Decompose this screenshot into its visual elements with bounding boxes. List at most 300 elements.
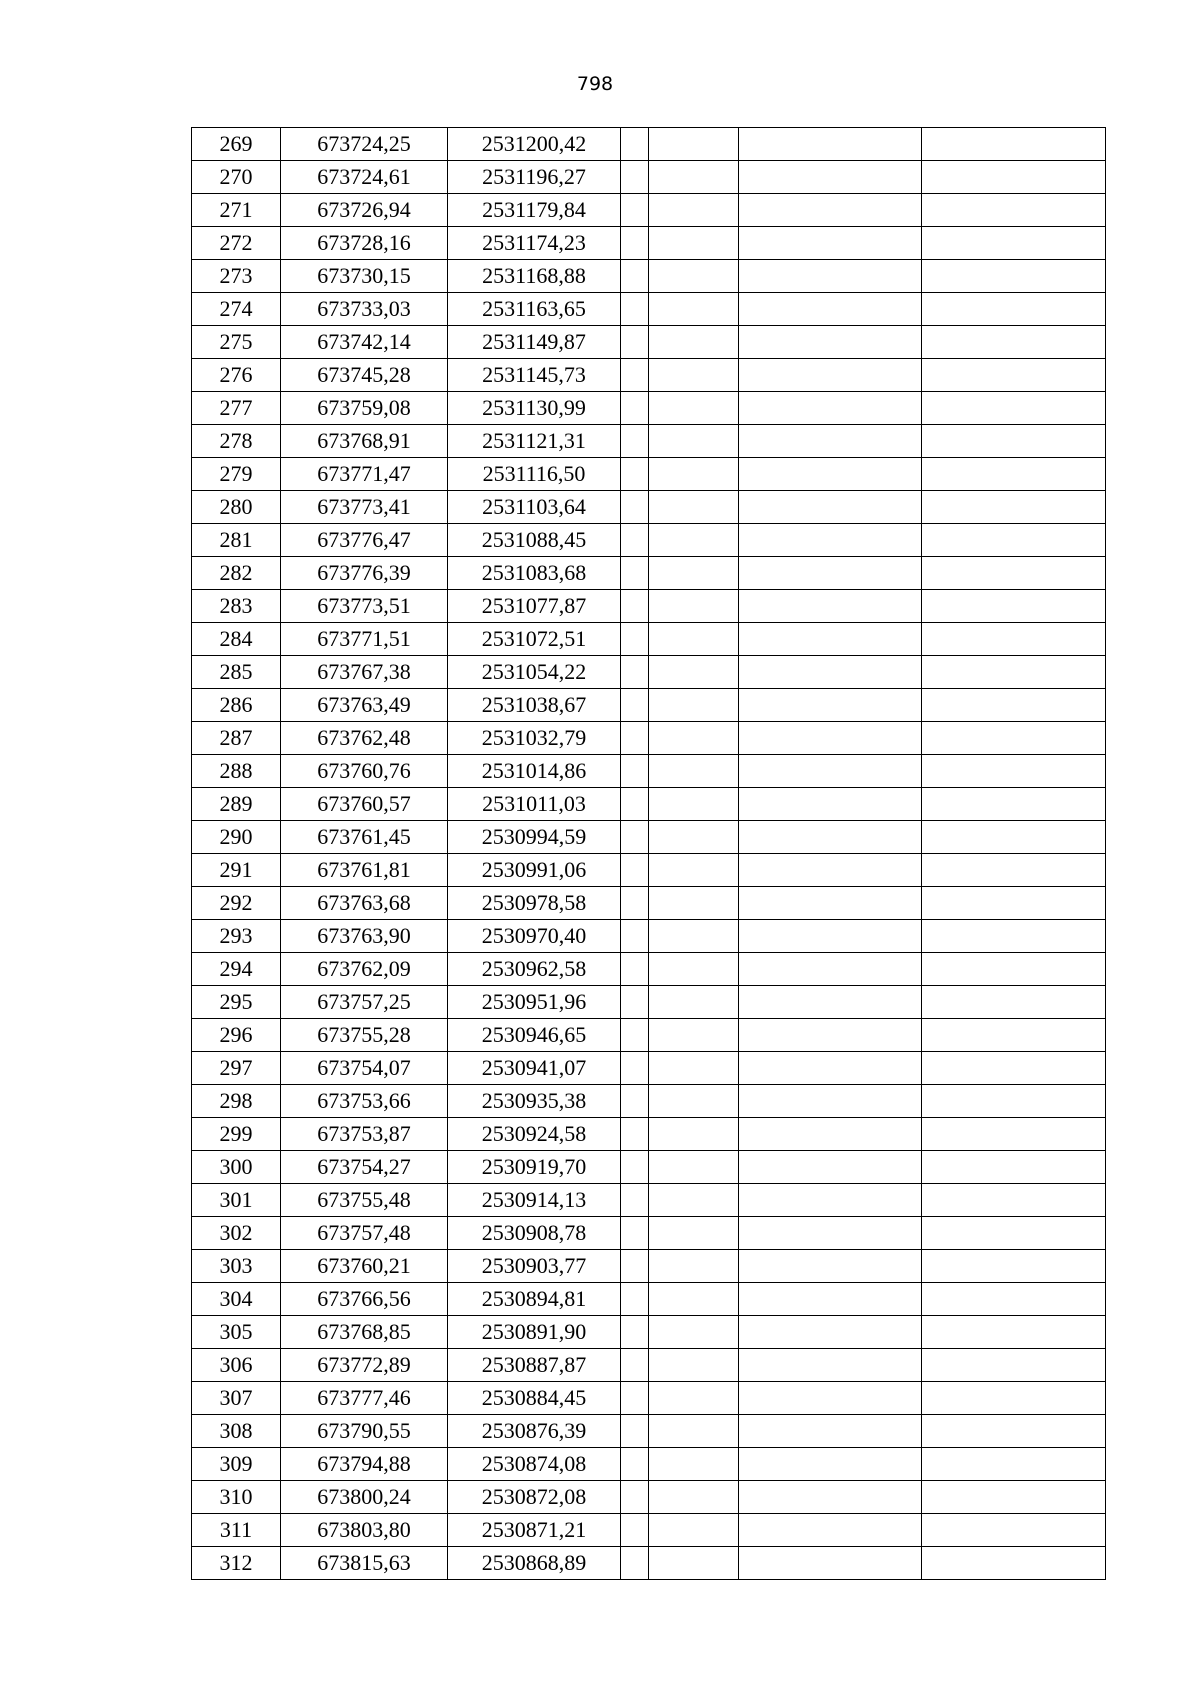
point-number-cell: 289 bbox=[192, 788, 281, 821]
empty-cell-1 bbox=[621, 1448, 649, 1481]
empty-cell-1 bbox=[621, 1283, 649, 1316]
table-row bbox=[192, 821, 1106, 854]
y-coordinate-cell: 2530871,21 bbox=[448, 1514, 621, 1547]
empty-cell-2 bbox=[649, 1151, 739, 1184]
empty-cell-4 bbox=[922, 491, 1106, 524]
empty-cell-1 bbox=[621, 656, 649, 689]
point-number-cell: 299 bbox=[192, 1118, 281, 1151]
empty-cell-4 bbox=[922, 557, 1106, 590]
empty-cell-1 bbox=[621, 1481, 649, 1514]
x-coordinate-cell: 673757,48 bbox=[281, 1217, 448, 1250]
empty-cell-1 bbox=[621, 1349, 649, 1382]
empty-cell-2 bbox=[649, 1382, 739, 1415]
empty-cell-1 bbox=[621, 1514, 649, 1547]
point-number-cell: 296 bbox=[192, 1019, 281, 1052]
empty-cell-3 bbox=[739, 326, 922, 359]
empty-cell-4 bbox=[922, 887, 1106, 920]
empty-cell-1 bbox=[621, 128, 649, 161]
y-coordinate-cell: 2530946,65 bbox=[448, 1019, 621, 1052]
empty-cell-4 bbox=[922, 689, 1106, 722]
x-coordinate-cell: 673754,07 bbox=[281, 1052, 448, 1085]
point-number-cell: 271 bbox=[192, 194, 281, 227]
empty-cell-3 bbox=[739, 821, 922, 854]
table-row bbox=[192, 1052, 1106, 1085]
point-number-cell: 303 bbox=[192, 1250, 281, 1283]
empty-cell-4 bbox=[922, 986, 1106, 1019]
point-number-cell: 310 bbox=[192, 1481, 281, 1514]
point-number-cell: 297 bbox=[192, 1052, 281, 1085]
table-row bbox=[192, 656, 1106, 689]
table-row bbox=[192, 722, 1106, 755]
x-coordinate-cell: 673776,39 bbox=[281, 557, 448, 590]
x-coordinate-cell: 673763,68 bbox=[281, 887, 448, 920]
y-coordinate-cell: 2530991,06 bbox=[448, 854, 621, 887]
empty-cell-3 bbox=[739, 425, 922, 458]
x-coordinate-cell: 673763,49 bbox=[281, 689, 448, 722]
empty-cell-4 bbox=[922, 392, 1106, 425]
empty-cell-3 bbox=[739, 557, 922, 590]
empty-cell-1 bbox=[621, 821, 649, 854]
empty-cell-3 bbox=[739, 590, 922, 623]
empty-cell-4 bbox=[922, 755, 1106, 788]
y-coordinate-cell: 2530970,40 bbox=[448, 920, 621, 953]
page-number: 798 bbox=[576, 73, 614, 95]
empty-cell-4 bbox=[922, 1448, 1106, 1481]
empty-cell-4 bbox=[922, 1184, 1106, 1217]
empty-cell-3 bbox=[739, 623, 922, 656]
x-coordinate-cell: 673728,16 bbox=[281, 227, 448, 260]
table-row bbox=[192, 557, 1106, 590]
table-row bbox=[192, 1316, 1106, 1349]
x-coordinate-cell: 673733,03 bbox=[281, 293, 448, 326]
table-row bbox=[192, 227, 1106, 260]
point-number-cell: 278 bbox=[192, 425, 281, 458]
empty-cell-4 bbox=[922, 1415, 1106, 1448]
x-coordinate-cell: 673761,45 bbox=[281, 821, 448, 854]
point-number-cell: 280 bbox=[192, 491, 281, 524]
x-coordinate-cell: 673730,15 bbox=[281, 260, 448, 293]
empty-cell-1 bbox=[621, 425, 649, 458]
empty-cell-2 bbox=[649, 491, 739, 524]
y-coordinate-cell: 2530908,78 bbox=[448, 1217, 621, 1250]
table-row bbox=[192, 887, 1106, 920]
empty-cell-4 bbox=[922, 1151, 1106, 1184]
point-number-cell: 306 bbox=[192, 1349, 281, 1382]
table-row bbox=[192, 854, 1106, 887]
y-coordinate-cell: 2531103,64 bbox=[448, 491, 621, 524]
point-number-cell: 302 bbox=[192, 1217, 281, 1250]
empty-cell-2 bbox=[649, 161, 739, 194]
empty-cell-2 bbox=[649, 194, 739, 227]
x-coordinate-cell: 673760,57 bbox=[281, 788, 448, 821]
x-coordinate-cell: 673771,47 bbox=[281, 458, 448, 491]
empty-cell-4 bbox=[922, 623, 1106, 656]
point-number-cell: 286 bbox=[192, 689, 281, 722]
empty-cell-1 bbox=[621, 161, 649, 194]
y-coordinate-cell: 2531174,23 bbox=[448, 227, 621, 260]
point-number-cell: 292 bbox=[192, 887, 281, 920]
empty-cell-2 bbox=[649, 557, 739, 590]
empty-cell-2 bbox=[649, 1250, 739, 1283]
empty-cell-2 bbox=[649, 128, 739, 161]
empty-cell-3 bbox=[739, 1217, 922, 1250]
point-number-cell: 305 bbox=[192, 1316, 281, 1349]
empty-cell-2 bbox=[649, 227, 739, 260]
table-row bbox=[192, 1481, 1106, 1514]
y-coordinate-cell: 2531168,88 bbox=[448, 260, 621, 293]
x-coordinate-cell: 673759,08 bbox=[281, 392, 448, 425]
table-row bbox=[192, 161, 1106, 194]
x-coordinate-cell: 673762,09 bbox=[281, 953, 448, 986]
x-coordinate-cell: 673761,81 bbox=[281, 854, 448, 887]
x-coordinate-cell: 673754,27 bbox=[281, 1151, 448, 1184]
table-row bbox=[192, 1448, 1106, 1481]
y-coordinate-cell: 2531196,27 bbox=[448, 161, 621, 194]
x-coordinate-cell: 673800,24 bbox=[281, 1481, 448, 1514]
empty-cell-3 bbox=[739, 524, 922, 557]
empty-cell-3 bbox=[739, 1052, 922, 1085]
empty-cell-3 bbox=[739, 194, 922, 227]
y-coordinate-cell: 2530941,07 bbox=[448, 1052, 621, 1085]
empty-cell-1 bbox=[621, 1019, 649, 1052]
y-coordinate-cell: 2530887,87 bbox=[448, 1349, 621, 1382]
empty-cell-1 bbox=[621, 491, 649, 524]
empty-cell-3 bbox=[739, 722, 922, 755]
empty-cell-1 bbox=[621, 1052, 649, 1085]
empty-cell-3 bbox=[739, 887, 922, 920]
point-number-cell: 290 bbox=[192, 821, 281, 854]
table-row bbox=[192, 1382, 1106, 1415]
y-coordinate-cell: 2531014,86 bbox=[448, 755, 621, 788]
table-row bbox=[192, 425, 1106, 458]
empty-cell-3 bbox=[739, 656, 922, 689]
empty-cell-3 bbox=[739, 1118, 922, 1151]
empty-cell-3 bbox=[739, 1547, 922, 1580]
table-row bbox=[192, 1085, 1106, 1118]
empty-cell-1 bbox=[621, 1547, 649, 1580]
y-coordinate-cell: 2530978,58 bbox=[448, 887, 621, 920]
empty-cell-3 bbox=[739, 1019, 922, 1052]
empty-cell-2 bbox=[649, 623, 739, 656]
empty-cell-1 bbox=[621, 1217, 649, 1250]
y-coordinate-cell: 2531116,50 bbox=[448, 458, 621, 491]
empty-cell-4 bbox=[922, 920, 1106, 953]
empty-cell-2 bbox=[649, 1283, 739, 1316]
y-coordinate-cell: 2530994,59 bbox=[448, 821, 621, 854]
empty-cell-1 bbox=[621, 590, 649, 623]
empty-cell-2 bbox=[649, 458, 739, 491]
empty-cell-3 bbox=[739, 920, 922, 953]
empty-cell-2 bbox=[649, 722, 739, 755]
y-coordinate-cell: 2531077,87 bbox=[448, 590, 621, 623]
point-number-cell: 301 bbox=[192, 1184, 281, 1217]
x-coordinate-cell: 673767,38 bbox=[281, 656, 448, 689]
empty-cell-4 bbox=[922, 1481, 1106, 1514]
empty-cell-3 bbox=[739, 1085, 922, 1118]
empty-cell-3 bbox=[739, 1349, 922, 1382]
empty-cell-1 bbox=[621, 1415, 649, 1448]
y-coordinate-cell: 2530962,58 bbox=[448, 953, 621, 986]
table-row bbox=[192, 1547, 1106, 1580]
empty-cell-4 bbox=[922, 953, 1106, 986]
point-number-cell: 281 bbox=[192, 524, 281, 557]
empty-cell-3 bbox=[739, 755, 922, 788]
y-coordinate-cell: 2530924,58 bbox=[448, 1118, 621, 1151]
table-row bbox=[192, 953, 1106, 986]
table-row bbox=[192, 689, 1106, 722]
empty-cell-2 bbox=[649, 1085, 739, 1118]
x-coordinate-cell: 673768,85 bbox=[281, 1316, 448, 1349]
empty-cell-4 bbox=[922, 425, 1106, 458]
coordinates-table bbox=[191, 127, 1106, 1580]
table-row bbox=[192, 1217, 1106, 1250]
table-row bbox=[192, 623, 1106, 656]
empty-cell-1 bbox=[621, 524, 649, 557]
point-number-cell: 307 bbox=[192, 1382, 281, 1415]
table-row bbox=[192, 524, 1106, 557]
point-number-cell: 273 bbox=[192, 260, 281, 293]
empty-cell-1 bbox=[621, 1184, 649, 1217]
empty-cell-4 bbox=[922, 1382, 1106, 1415]
point-number-cell: 298 bbox=[192, 1085, 281, 1118]
empty-cell-1 bbox=[621, 1250, 649, 1283]
table-row bbox=[192, 359, 1106, 392]
empty-cell-2 bbox=[649, 986, 739, 1019]
y-coordinate-cell: 2531054,22 bbox=[448, 656, 621, 689]
x-coordinate-cell: 673766,56 bbox=[281, 1283, 448, 1316]
point-number-cell: 293 bbox=[192, 920, 281, 953]
empty-cell-1 bbox=[621, 986, 649, 1019]
empty-cell-1 bbox=[621, 557, 649, 590]
empty-cell-2 bbox=[649, 260, 739, 293]
x-coordinate-cell: 673745,28 bbox=[281, 359, 448, 392]
x-coordinate-cell: 673768,91 bbox=[281, 425, 448, 458]
empty-cell-2 bbox=[649, 1514, 739, 1547]
empty-cell-1 bbox=[621, 392, 649, 425]
table-row bbox=[192, 1250, 1106, 1283]
y-coordinate-cell: 2531032,79 bbox=[448, 722, 621, 755]
x-coordinate-cell: 673815,63 bbox=[281, 1547, 448, 1580]
empty-cell-4 bbox=[922, 1514, 1106, 1547]
empty-cell-1 bbox=[621, 1118, 649, 1151]
empty-cell-2 bbox=[649, 1019, 739, 1052]
y-coordinate-cell: 2530884,45 bbox=[448, 1382, 621, 1415]
empty-cell-1 bbox=[621, 854, 649, 887]
point-number-cell: 272 bbox=[192, 227, 281, 260]
y-coordinate-cell: 2530951,96 bbox=[448, 986, 621, 1019]
empty-cell-3 bbox=[739, 1316, 922, 1349]
empty-cell-3 bbox=[739, 854, 922, 887]
table-row bbox=[192, 1349, 1106, 1382]
point-number-cell: 311 bbox=[192, 1514, 281, 1547]
empty-cell-2 bbox=[649, 1316, 739, 1349]
point-number-cell: 282 bbox=[192, 557, 281, 590]
point-number-cell: 284 bbox=[192, 623, 281, 656]
x-coordinate-cell: 673726,94 bbox=[281, 194, 448, 227]
table-row bbox=[192, 1118, 1106, 1151]
x-coordinate-cell: 673773,41 bbox=[281, 491, 448, 524]
empty-cell-4 bbox=[922, 128, 1106, 161]
empty-cell-4 bbox=[922, 194, 1106, 227]
empty-cell-2 bbox=[649, 854, 739, 887]
empty-cell-4 bbox=[922, 1019, 1106, 1052]
empty-cell-1 bbox=[621, 260, 649, 293]
empty-cell-4 bbox=[922, 524, 1106, 557]
empty-cell-2 bbox=[649, 1547, 739, 1580]
empty-cell-1 bbox=[621, 722, 649, 755]
y-coordinate-cell: 2531163,65 bbox=[448, 293, 621, 326]
empty-cell-3 bbox=[739, 128, 922, 161]
y-coordinate-cell: 2531179,84 bbox=[448, 194, 621, 227]
empty-cell-2 bbox=[649, 392, 739, 425]
empty-cell-3 bbox=[739, 1382, 922, 1415]
table-row bbox=[192, 1184, 1106, 1217]
table-row bbox=[192, 590, 1106, 623]
empty-cell-4 bbox=[922, 821, 1106, 854]
empty-cell-2 bbox=[649, 590, 739, 623]
empty-cell-2 bbox=[649, 524, 739, 557]
empty-cell-3 bbox=[739, 1151, 922, 1184]
y-coordinate-cell: 2531088,45 bbox=[448, 524, 621, 557]
empty-cell-3 bbox=[739, 689, 922, 722]
empty-cell-4 bbox=[922, 1349, 1106, 1382]
empty-cell-4 bbox=[922, 359, 1106, 392]
empty-cell-2 bbox=[649, 1184, 739, 1217]
empty-cell-2 bbox=[649, 1481, 739, 1514]
empty-cell-3 bbox=[739, 1250, 922, 1283]
x-coordinate-cell: 673773,51 bbox=[281, 590, 448, 623]
point-number-cell: 283 bbox=[192, 590, 281, 623]
empty-cell-4 bbox=[922, 458, 1106, 491]
empty-cell-1 bbox=[621, 920, 649, 953]
table-row bbox=[192, 491, 1106, 524]
empty-cell-2 bbox=[649, 1349, 739, 1382]
x-coordinate-cell: 673760,21 bbox=[281, 1250, 448, 1283]
x-coordinate-cell: 673772,89 bbox=[281, 1349, 448, 1382]
empty-cell-2 bbox=[649, 755, 739, 788]
table-row bbox=[192, 260, 1106, 293]
table-row bbox=[192, 986, 1106, 1019]
empty-cell-2 bbox=[649, 425, 739, 458]
y-coordinate-cell: 2530868,89 bbox=[448, 1547, 621, 1580]
empty-cell-4 bbox=[922, 326, 1106, 359]
point-number-cell: 304 bbox=[192, 1283, 281, 1316]
x-coordinate-cell: 673790,55 bbox=[281, 1415, 448, 1448]
empty-cell-1 bbox=[621, 755, 649, 788]
empty-cell-1 bbox=[621, 359, 649, 392]
empty-cell-3 bbox=[739, 986, 922, 1019]
y-coordinate-cell: 2531038,67 bbox=[448, 689, 621, 722]
empty-cell-4 bbox=[922, 1283, 1106, 1316]
empty-cell-3 bbox=[739, 953, 922, 986]
empty-cell-3 bbox=[739, 392, 922, 425]
y-coordinate-cell: 2531072,51 bbox=[448, 623, 621, 656]
table-row bbox=[192, 1283, 1106, 1316]
empty-cell-2 bbox=[649, 1415, 739, 1448]
table-row bbox=[192, 1151, 1106, 1184]
empty-cell-3 bbox=[739, 1184, 922, 1217]
empty-cell-1 bbox=[621, 1085, 649, 1118]
empty-cell-3 bbox=[739, 491, 922, 524]
y-coordinate-cell: 2531121,31 bbox=[448, 425, 621, 458]
point-number-cell: 309 bbox=[192, 1448, 281, 1481]
table-row bbox=[192, 128, 1106, 161]
empty-cell-2 bbox=[649, 953, 739, 986]
empty-cell-4 bbox=[922, 293, 1106, 326]
empty-cell-4 bbox=[922, 161, 1106, 194]
table-row bbox=[192, 755, 1106, 788]
empty-cell-4 bbox=[922, 590, 1106, 623]
y-coordinate-cell: 2530891,90 bbox=[448, 1316, 621, 1349]
empty-cell-2 bbox=[649, 1448, 739, 1481]
x-coordinate-cell: 673760,76 bbox=[281, 755, 448, 788]
table-row bbox=[192, 1415, 1106, 1448]
table-row bbox=[192, 1019, 1106, 1052]
empty-cell-3 bbox=[739, 1415, 922, 1448]
empty-cell-4 bbox=[922, 1217, 1106, 1250]
empty-cell-3 bbox=[739, 1448, 922, 1481]
empty-cell-1 bbox=[621, 458, 649, 491]
empty-cell-4 bbox=[922, 1052, 1106, 1085]
empty-cell-1 bbox=[621, 1151, 649, 1184]
empty-cell-1 bbox=[621, 788, 649, 821]
empty-cell-1 bbox=[621, 887, 649, 920]
y-coordinate-cell: 2530872,08 bbox=[448, 1481, 621, 1514]
y-coordinate-cell: 2530874,08 bbox=[448, 1448, 621, 1481]
y-coordinate-cell: 2530894,81 bbox=[448, 1283, 621, 1316]
point-number-cell: 308 bbox=[192, 1415, 281, 1448]
x-coordinate-cell: 673771,51 bbox=[281, 623, 448, 656]
empty-cell-4 bbox=[922, 1316, 1106, 1349]
point-number-cell: 287 bbox=[192, 722, 281, 755]
empty-cell-1 bbox=[621, 1316, 649, 1349]
point-number-cell: 279 bbox=[192, 458, 281, 491]
x-coordinate-cell: 673724,61 bbox=[281, 161, 448, 194]
empty-cell-3 bbox=[739, 260, 922, 293]
empty-cell-1 bbox=[621, 1382, 649, 1415]
empty-cell-3 bbox=[739, 1481, 922, 1514]
empty-cell-2 bbox=[649, 1118, 739, 1151]
empty-cell-2 bbox=[649, 821, 739, 854]
point-number-cell: 276 bbox=[192, 359, 281, 392]
x-coordinate-cell: 673794,88 bbox=[281, 1448, 448, 1481]
empty-cell-3 bbox=[739, 359, 922, 392]
x-coordinate-cell: 673762,48 bbox=[281, 722, 448, 755]
point-number-cell: 294 bbox=[192, 953, 281, 986]
empty-cell-2 bbox=[649, 656, 739, 689]
table-row bbox=[192, 194, 1106, 227]
table-row bbox=[192, 293, 1106, 326]
x-coordinate-cell: 673753,87 bbox=[281, 1118, 448, 1151]
empty-cell-3 bbox=[739, 293, 922, 326]
y-coordinate-cell: 2530935,38 bbox=[448, 1085, 621, 1118]
x-coordinate-cell: 673803,80 bbox=[281, 1514, 448, 1547]
empty-cell-4 bbox=[922, 1547, 1106, 1580]
x-coordinate-cell: 673753,66 bbox=[281, 1085, 448, 1118]
table-row bbox=[192, 458, 1106, 491]
table-row bbox=[192, 326, 1106, 359]
x-coordinate-cell: 673724,25 bbox=[281, 128, 448, 161]
empty-cell-4 bbox=[922, 260, 1106, 293]
x-coordinate-cell: 673755,28 bbox=[281, 1019, 448, 1052]
empty-cell-1 bbox=[621, 623, 649, 656]
empty-cell-2 bbox=[649, 788, 739, 821]
y-coordinate-cell: 2530919,70 bbox=[448, 1151, 621, 1184]
y-coordinate-cell: 2530914,13 bbox=[448, 1184, 621, 1217]
table-row bbox=[192, 788, 1106, 821]
empty-cell-1 bbox=[621, 194, 649, 227]
y-coordinate-cell: 2531149,87 bbox=[448, 326, 621, 359]
